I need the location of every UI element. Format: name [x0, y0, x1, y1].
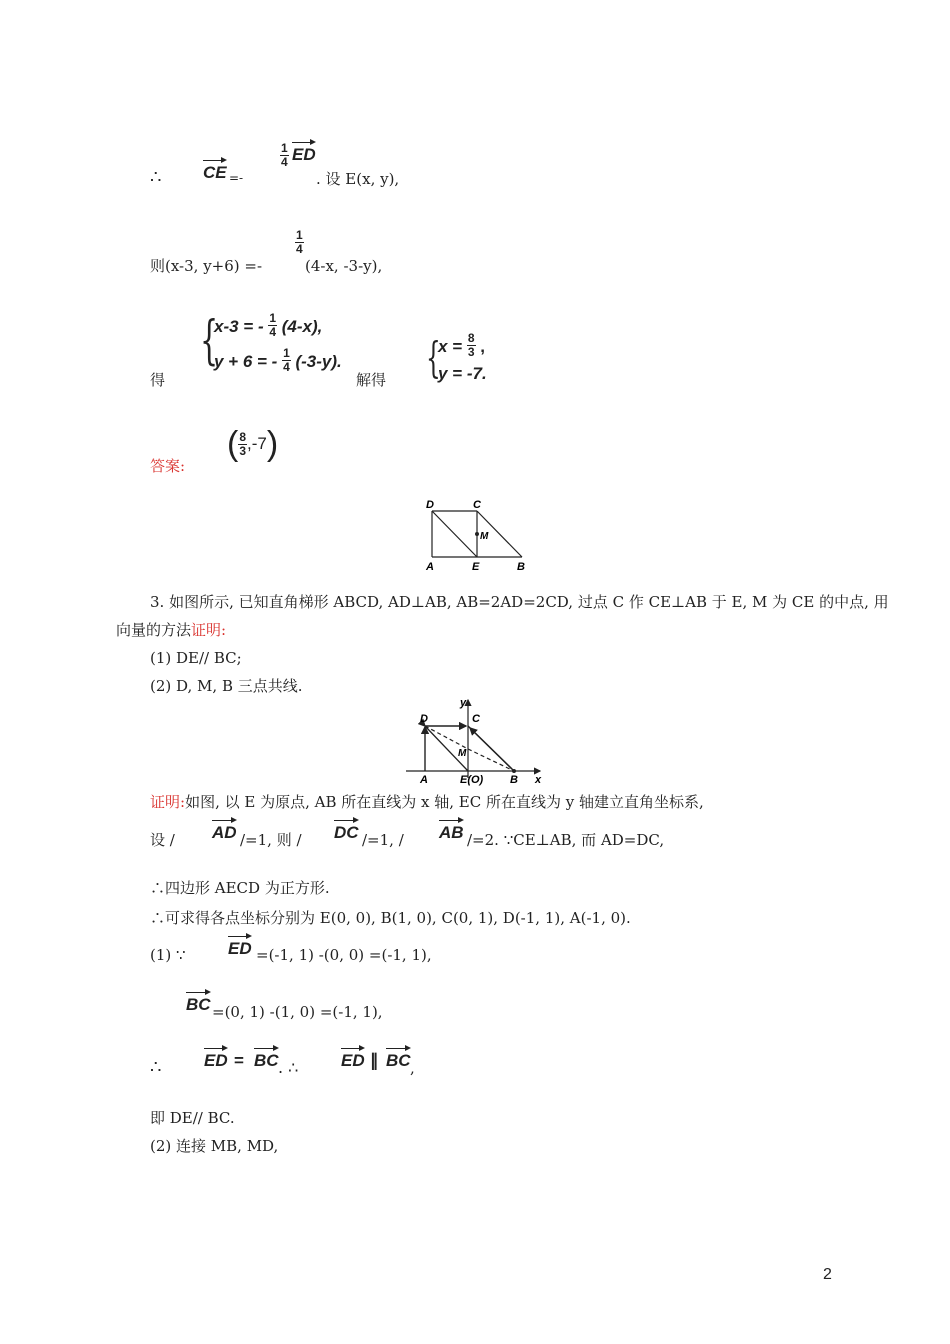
- solution-row-2: y = -7.: [438, 364, 487, 383]
- vector-bc: BC: [386, 1046, 411, 1070]
- therefore-symbol: . ∴: [278, 1058, 299, 1077]
- coordinate-figure: [400, 694, 550, 786]
- label-a: A: [420, 774, 428, 786]
- minus-sign: =-: [229, 171, 244, 185]
- therefore-symbol: ∴: [150, 1057, 162, 1078]
- equals-sign: =: [234, 1051, 244, 1070]
- vector-ed: ED: [292, 140, 316, 164]
- answer-label: 答案:: [150, 457, 186, 475]
- vector-ed: ED: [341, 1046, 365, 1070]
- label-y: y: [460, 697, 467, 709]
- de-text: 得: [150, 371, 166, 389]
- fraction-quarter: $\frac{1}{4}$: [281, 141, 288, 169]
- square-text: ∴四边形 AECD 为正方形.: [150, 879, 330, 897]
- coordinates-text: ∴可求得各点坐标分别为 E(0, 0), B(1, 0), C(0, 1), D(-1, 1), A(-1, 0).: [150, 909, 631, 927]
- label-a: A: [426, 561, 434, 573]
- left-brace: {: [200, 311, 219, 371]
- label-m: M: [480, 531, 489, 542]
- vector-bc: BC: [254, 1046, 279, 1070]
- solution-row-1: x = $\frac{8}{3}$ ,: [438, 331, 485, 359]
- length-eq-3: /=2. ∵CE⊥AB, 而 AD=DC,: [467, 831, 665, 849]
- label-c: C: [473, 499, 481, 511]
- proof-intro: 证明:如图, 以 E 为原点, AB 所在直线为 x 轴, EC 所在直线为 y 轴建立直角坐标系,: [150, 793, 704, 811]
- vector-dc: DC: [334, 818, 359, 842]
- problem-3-text: 3. 如图所示, 已知直角梯形 ABCD, AD⊥AB, AB=2AD=2CD, 过点 C 作 CE⊥AB 于 E, M 为 CE 的中点, 用: [150, 593, 889, 611]
- equation-line: 则(x-3, y+6) =-: [150, 257, 263, 275]
- label-eo: E(O): [460, 774, 484, 786]
- jiede-text: 解得: [356, 371, 387, 389]
- part-1-head: (1) ∵: [150, 946, 186, 964]
- equation-tail: (4-x, -3-y),: [305, 257, 383, 275]
- set-lengths-text: 设 /: [150, 831, 175, 849]
- therefore-symbol: ∴: [150, 167, 162, 188]
- bc-coordinates: =(0, 1) -(1, 0) =(-1, 1),: [212, 1003, 383, 1021]
- left-brace: {: [426, 333, 441, 382]
- system-row-2: y + 6 = - $\frac{1}{4}$ (-3-y).: [214, 346, 342, 374]
- vector-ab: AB: [439, 818, 464, 842]
- label-c: C: [472, 713, 480, 725]
- label-b: B: [510, 774, 518, 786]
- set-e-text: . 设 E(x, y),: [316, 170, 400, 188]
- label-x: x: [535, 774, 542, 786]
- part-2-text: (2) 连接 MB, MD,: [150, 1137, 279, 1155]
- fraction-quarter: $\frac{1}{4}$: [296, 228, 303, 256]
- comma: ,: [410, 1059, 415, 1077]
- conclusion-text: 即 DE// BC.: [150, 1109, 235, 1127]
- label-d: D: [426, 499, 434, 511]
- length-eq-1: /=1, 则 /: [240, 831, 302, 849]
- problem-3-text-cont: 向量的方法证明:: [116, 621, 227, 639]
- problem-3-item-1: (1) DE// BC;: [150, 649, 242, 667]
- trapezoid-figure: [420, 496, 530, 574]
- label-e: E: [472, 561, 480, 573]
- length-eq-2: /=1, /: [362, 831, 404, 849]
- system-row-1: x-3 = - $\frac{1}{4}$ (4-x),: [214, 311, 323, 339]
- label-d: D: [420, 713, 428, 725]
- vector-ad: AD: [212, 818, 237, 842]
- vector-ed: ED: [204, 1046, 228, 1070]
- vector-ce: CE: [203, 158, 227, 182]
- problem-3-item-2: (2) D, M, B 三点共线.: [150, 677, 303, 695]
- answer-value: ( $\frac{8}{3}$ ,-7): [227, 425, 279, 463]
- vector-bc: BC: [186, 990, 211, 1014]
- page-number: 2: [823, 1266, 832, 1283]
- vector-ed: ED: [228, 934, 252, 958]
- label-m: M: [458, 748, 467, 759]
- parallel-sign: ∥: [370, 1051, 379, 1070]
- label-b: B: [517, 561, 525, 573]
- ed-coordinates: =(-1, 1) -(0, 0) =(-1, 1),: [256, 946, 432, 964]
